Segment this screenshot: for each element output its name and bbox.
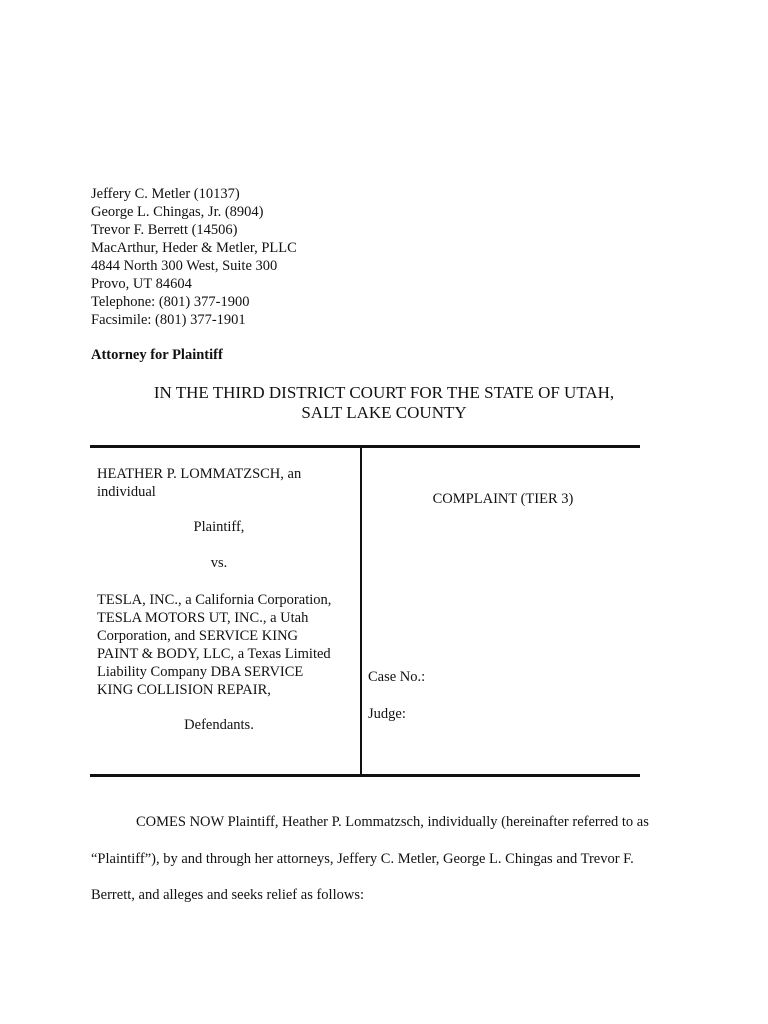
attorney-line: MacArthur, Heder & Metler, PLLC xyxy=(91,240,297,256)
judge-label: Judge: xyxy=(368,706,406,722)
caption-bottom-rule xyxy=(90,774,640,777)
caption-top-rule xyxy=(90,445,640,448)
attorney-line: Trevor F. Berrett (14506) xyxy=(91,222,238,238)
court-title-line-2: SALT LAKE COUNTY xyxy=(301,403,467,422)
attorney-line: 4844 North 300 West, Suite 300 xyxy=(91,258,278,274)
defendants-block xyxy=(97,591,355,699)
plaintiff-role: Plaintiff, xyxy=(193,519,245,535)
plaintiff-name-line: HEATHER P. LOMMATZSCH, an xyxy=(97,466,302,482)
court-title-line-1: IN THE THIRD DISTRICT COURT FOR THE STATE OF UTAH, xyxy=(153,383,615,402)
defendant-name-line: TESLA MOTORS UT, INC., a Utah xyxy=(97,610,309,626)
attorney-line: Facsimile: (801) 377-1901 xyxy=(91,312,246,328)
attorney-block xyxy=(91,185,297,329)
parties-column xyxy=(97,465,355,501)
case-caption xyxy=(90,445,640,777)
defendant-role: Defendants. xyxy=(184,717,254,733)
plaintiff-name-line: individual xyxy=(97,484,156,500)
defendant-name-line: Corporation, and SERVICE KING xyxy=(97,628,299,644)
attorney-line: Jeffery C. Metler (10137) xyxy=(91,186,240,202)
body-paragraph-line: Berrett, and alleges and seeks relief as follows: xyxy=(91,887,364,903)
body-paragraph-line: COMES NOW Plaintiff, Heather P. Lommatzsch, individually (hereinafter referred to as xyxy=(136,814,649,830)
defendant-name-line: KING COLLISION REPAIR, xyxy=(97,682,271,698)
attorney-line: Provo, UT 84604 xyxy=(91,276,192,292)
court-title xyxy=(0,383,768,423)
attorney-line: Telephone: (801) 377-1900 xyxy=(91,294,250,310)
attorney-line: George L. Chingas, Jr. (8904) xyxy=(91,204,264,220)
defendant-name-line: TESLA, INC., a California Corporation, xyxy=(97,592,332,608)
body-paragraph-line: “Plaintiff”), by and through her attorneys, Jeffery C. Metler, George L. Chingas and Trevor F. xyxy=(91,851,634,867)
document-title: COMPLAINT (TIER 3) xyxy=(432,491,574,507)
caption-divider xyxy=(360,448,362,774)
versus-label: vs. xyxy=(210,555,228,571)
defendant-name-line: PAINT & BODY, LLC, a Texas Limited xyxy=(97,646,331,662)
case-number-label: Case No.: xyxy=(368,669,426,685)
attorney-for-label: Attorney for Plaintiff xyxy=(91,347,223,363)
defendant-name-line: Liability Company DBA SERVICE xyxy=(97,664,304,680)
